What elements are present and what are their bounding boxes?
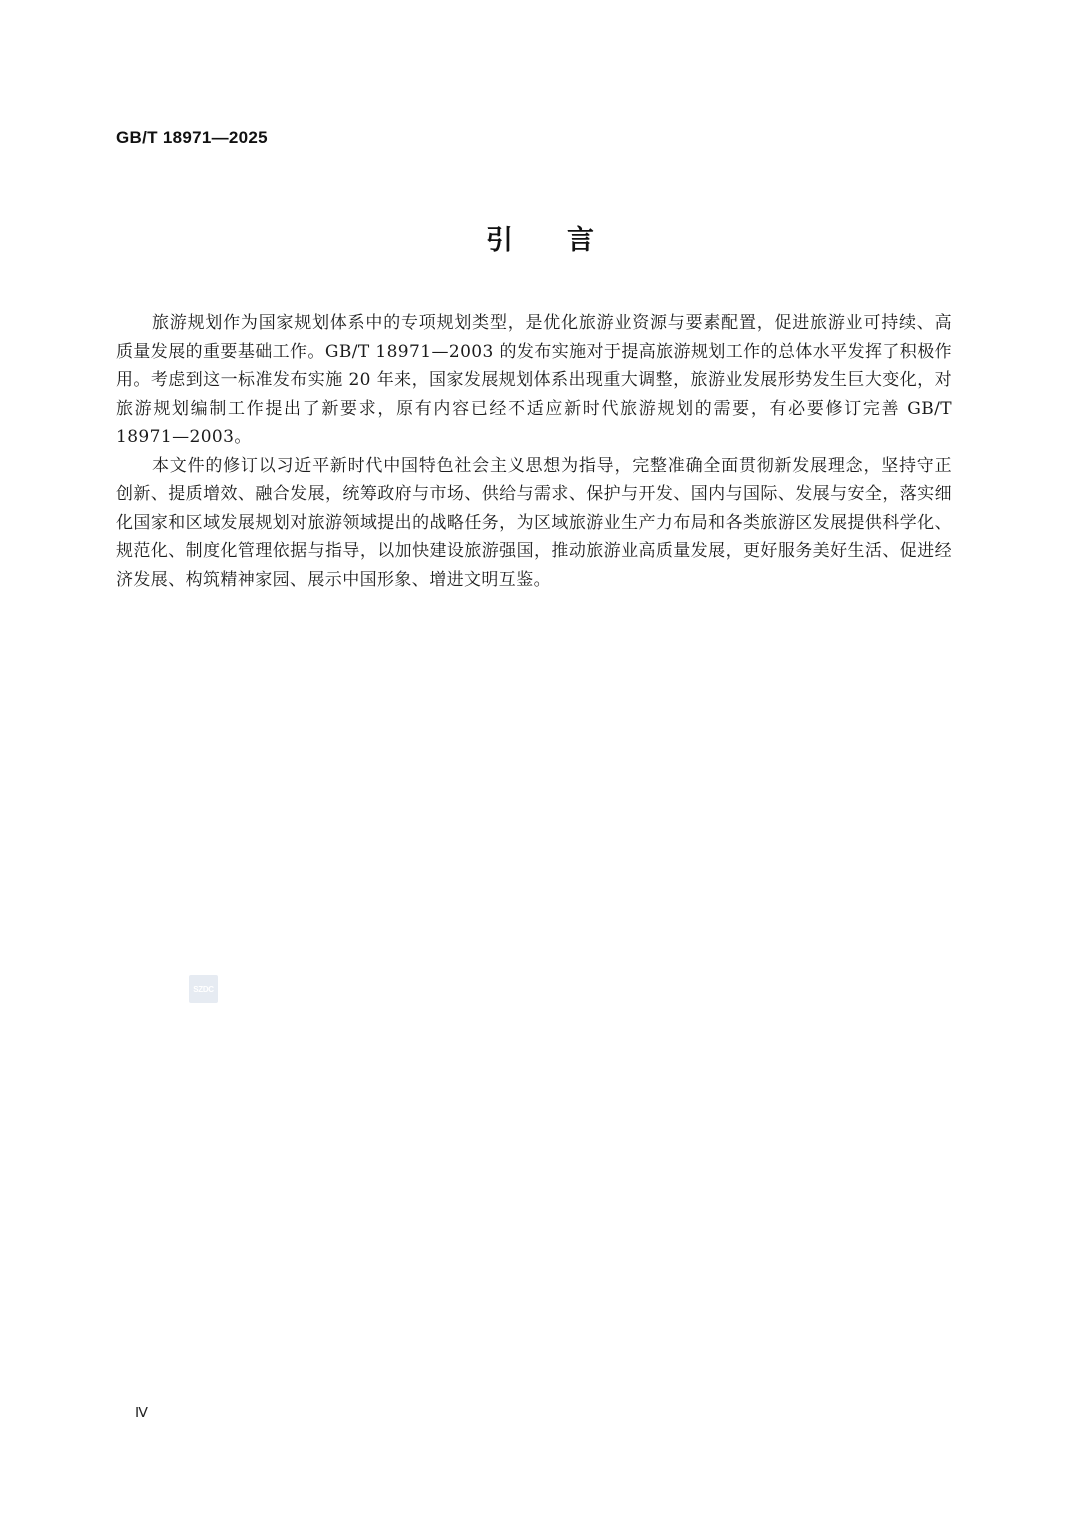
paragraph: 本文件的修订以习近平新时代中国特色社会主义思想为指导，完整准确全面贯彻新发展理念，坚持守正创新、提质增效、融合发展，统筹政府与市场、供给与需求、保护与开发、国内与国际、发展与安全，落实细化国家和区域发展规划对旅游领域提出的战略任务，为区域旅游业生产力布局和各类旅游区发展提供科学化、规范化、制度化管理依据与指导，以加快建设旅游强国，推动旅游业高质量发展，更好服务美好生活、促进经济发展、构筑精神家园、展示中国形象、增进文明互鉴。 [116, 455, 952, 590]
watermark-logo [189, 975, 218, 1003]
page-number: Ⅳ [135, 1406, 148, 1421]
section-title: 引言 [486, 225, 648, 256]
paragraph: 旅游规划作为国家规划体系中的专项规划类型，是优化旅游业资源与要素配置，促进旅游业可持续、高质量发展的重要基础工作。GB/T 18971—2003 的发布实施对于提高旅游规划工作的总体水平发挥了积极作用。考虑到这一标准发布实施 20 年来，国家发展规划体系出现重大调整，旅游业发展形势发生巨大变化，对旅游规划编制工作提出了新要求，原有内容已经不适应新时代旅游规划的需要，有必要修订完善 GB/T 18971—2003。 [116, 313, 952, 447]
standard-code: GB/T 18971—2025 [116, 128, 268, 147]
watermark-logo-text: SZDC [193, 984, 214, 994]
body-text [116, 309, 952, 594]
